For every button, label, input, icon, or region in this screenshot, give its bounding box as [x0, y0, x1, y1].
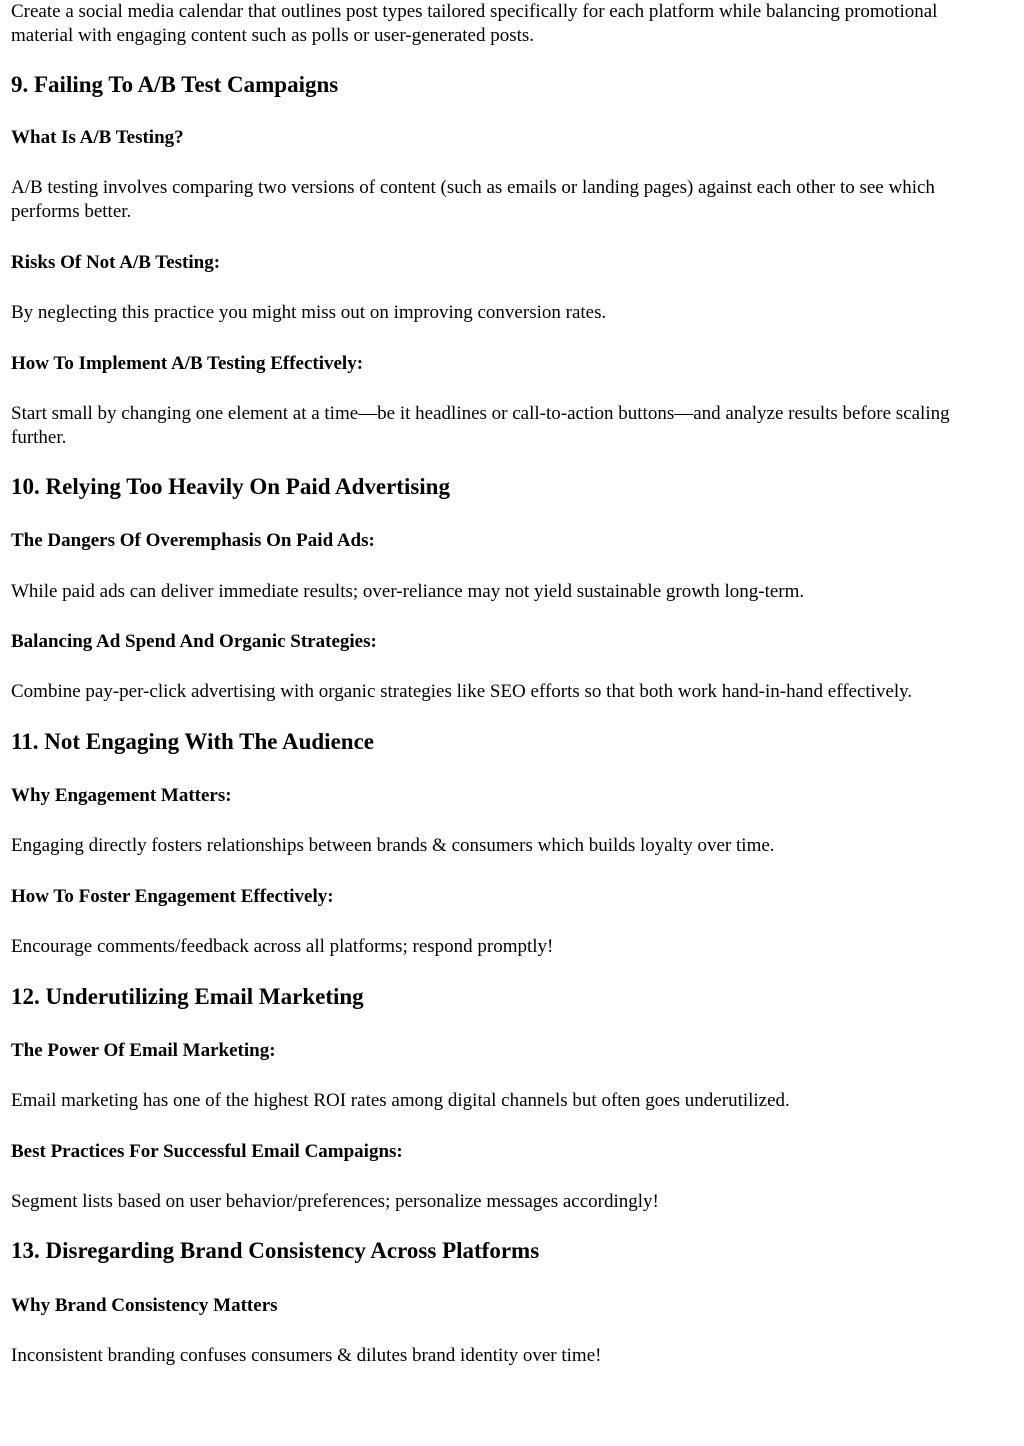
paragraph-why-brand-consistency: Inconsistent branding confuses consumers & dilutes brand identity over time! [11, 1345, 602, 1366]
paragraph-foster-engagement: Encourage comments/feedback across all platforms; respond promptly! [11, 936, 554, 957]
subheading-email-best-practices: Best Practices For Successful Email Campaigns: [11, 1141, 403, 1162]
paragraph-dangers-paid-ads: While paid ads can deliver immediate results; over-reliance may not yield sustainable growth long-term. [11, 581, 805, 602]
paragraph-why-engagement-matters: Engaging directly fosters relationships between brands & consumers which builds loyalty over time. [11, 835, 775, 856]
paragraph-implement-ab-testing: Start small by changing one element at a time—be it headlines or call-to-action buttons—and analyze results before scaling further. [11, 403, 950, 448]
section-heading-9: 9. Failing To A/B Test Campaigns [11, 72, 339, 97]
subheading-risks-of-not-ab-testing: Risks Of Not A/B Testing: [11, 252, 221, 273]
subheading-why-brand-consistency: Why Brand Consistency Matters [11, 1295, 278, 1316]
subheading-dangers-paid-ads: The Dangers Of Overemphasis On Paid Ads: [11, 530, 375, 551]
subheading-why-engagement-matters: Why Engagement Matters: [11, 785, 232, 806]
subheading-power-of-email: The Power Of Email Marketing: [11, 1040, 276, 1061]
paragraph-balancing-ad-spend: Combine pay-per-click advertising with organic strategies like SEO efforts so that both work hand-in-hand effectively. [11, 681, 913, 702]
section-heading-10: 10. Relying Too Heavily On Paid Advertising [11, 474, 450, 499]
subheading-implement-ab-testing: How To Implement A/B Testing Effectively: [11, 353, 364, 374]
intro-paragraph: Create a social media calendar that outlines post types tailored specifically for each platform while balancing promotional material with engaging content such as polls or user-generated posts. [11, 1, 938, 46]
section-heading-11: 11. Not Engaging With The Audience [11, 729, 374, 754]
subheading-what-is-ab-testing: What Is A/B Testing? [11, 127, 184, 148]
section-heading-13: 13. Disregarding Brand Consistency Across Platforms [11, 1238, 540, 1263]
paragraph-ab-testing-definition: A/B testing involves comparing two versions of content (such as emails or landing pages) against each other to see which performs better. [11, 177, 935, 222]
paragraph-ab-testing-risks: By neglecting this practice you might miss out on improving conversion rates. [11, 302, 607, 323]
paragraph-power-of-email: Email marketing has one of the highest ROI rates among digital channels but often goes underutilized. [11, 1090, 790, 1111]
section-heading-12: 12. Underutilizing Email Marketing [11, 984, 364, 1009]
subheading-foster-engagement: How To Foster Engagement Effectively: [11, 886, 334, 907]
subheading-balancing-ad-spend: Balancing Ad Spend And Organic Strategies: [11, 631, 377, 652]
paragraph-email-best-practices: Segment lists based on user behavior/preferences; personalize messages accordingly! [11, 1191, 659, 1212]
